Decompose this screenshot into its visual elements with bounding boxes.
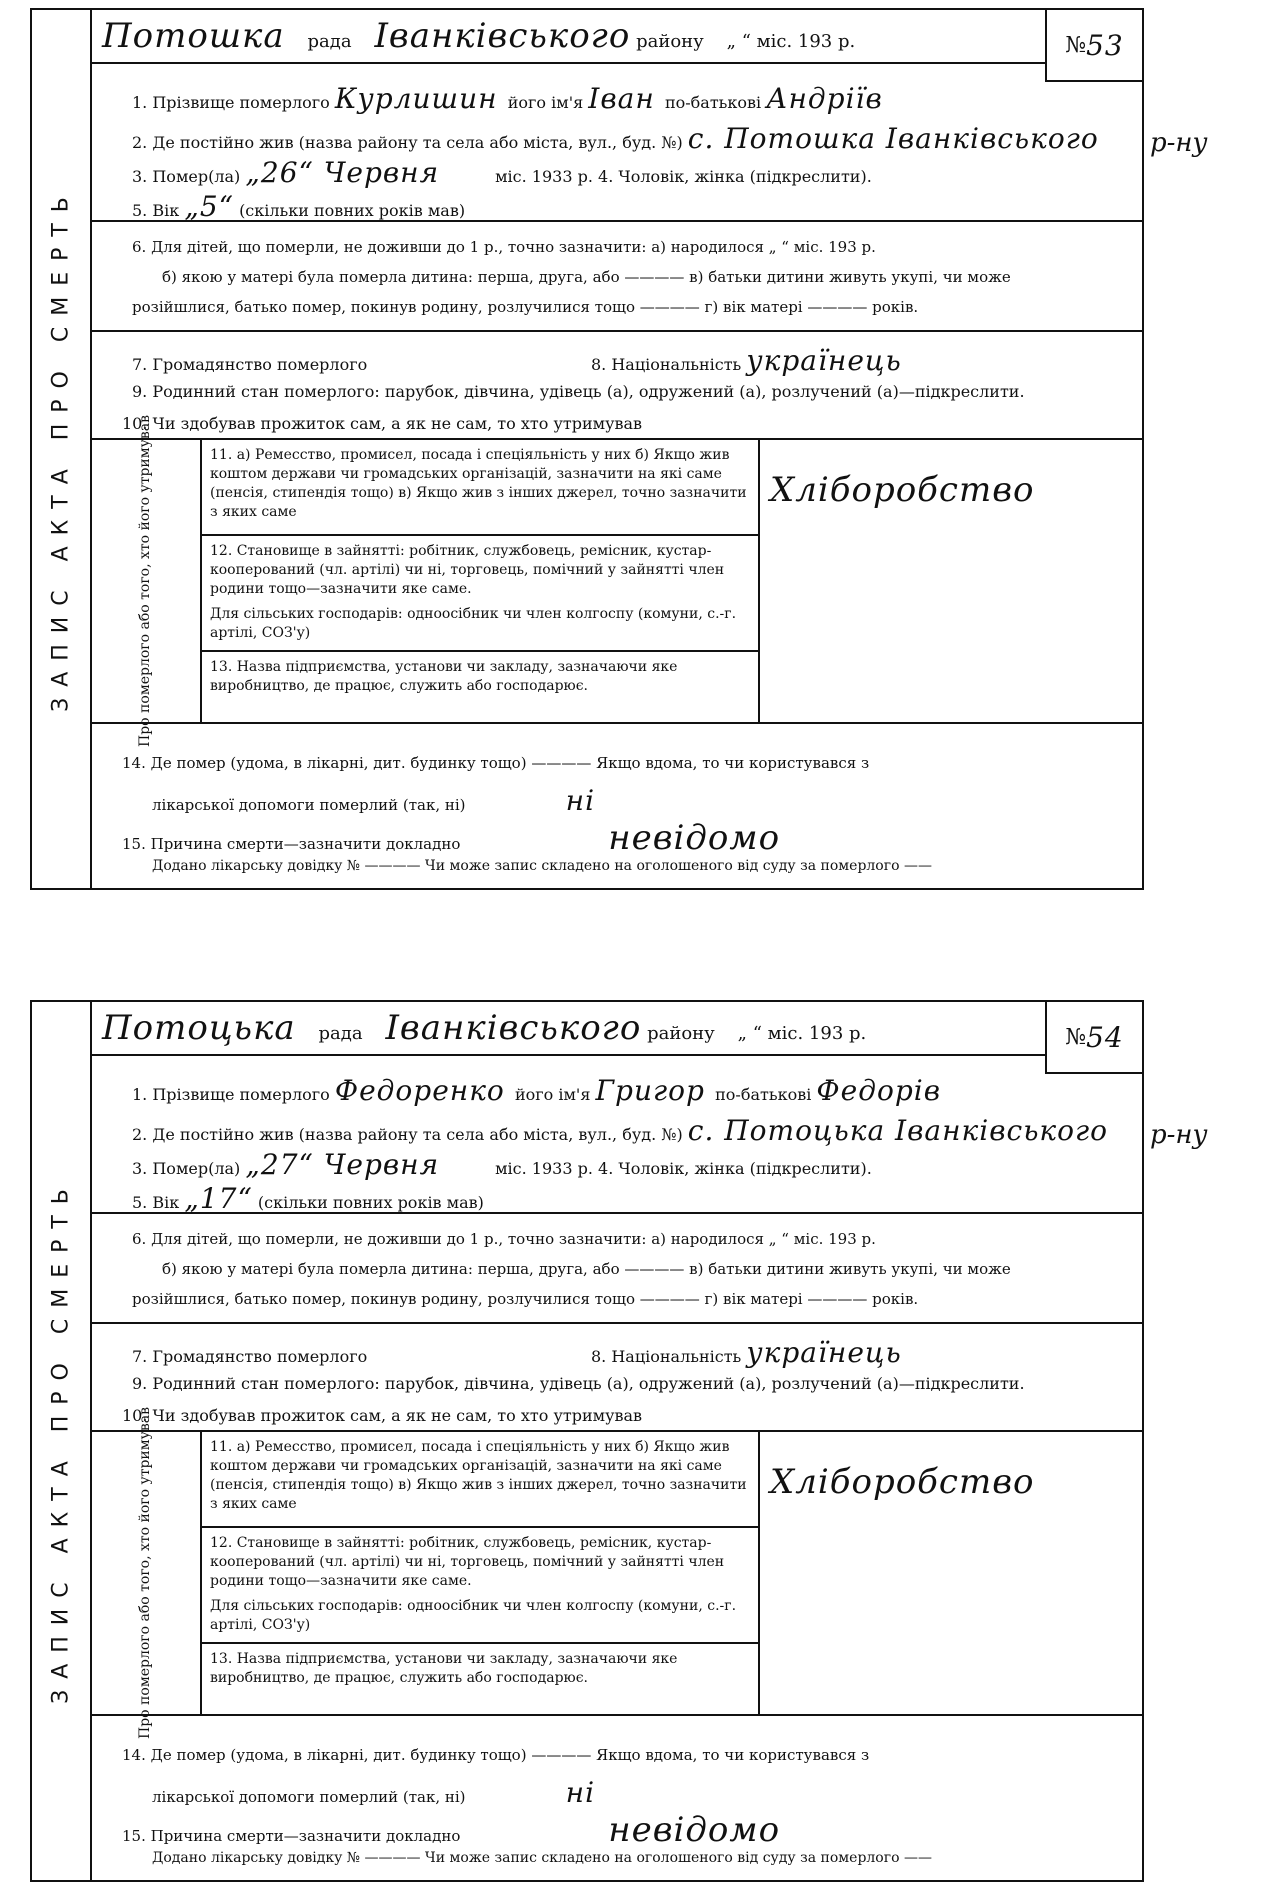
line-3: 3. Помер(ла) „26“ Червня міс. 1933 р. 4. Чоловік, жінка (підкреслити).	[132, 156, 872, 189]
cause-handwritten: невідомо	[608, 818, 781, 858]
line-15: 15. Причина смерти—зазначити докладно невідомо	[122, 818, 781, 858]
line-9: 9. Родинний стан померлого: парубок, дівчина, удівець (а), одружений (а), розлучений (а)—підкреслити.	[132, 382, 1025, 401]
medical-help-handwritten: ні	[565, 1776, 596, 1809]
rada-label: рада	[307, 31, 352, 52]
margin-note: р-ну	[1150, 1120, 1208, 1150]
nationality-handwritten: українець	[746, 344, 902, 377]
divider	[90, 1322, 1142, 1324]
divider	[90, 722, 1142, 724]
raion-handwritten: Іванківського	[385, 1008, 642, 1048]
death-date-handwritten: „27“ Червня	[245, 1148, 440, 1181]
line-6b: б) якою у матері була померла дитина: перша, друга, або ———— в) батьки дитини живуть укупі, чи може	[162, 268, 1011, 286]
nationality-handwritten: українець	[746, 1336, 902, 1369]
item-13: 13. Назва підприємства, установи чи закладу, зазначаючи яке виробництво, де працює, служить або господарює.	[200, 1644, 760, 1714]
name-handwritten: Григор	[595, 1074, 705, 1107]
raion-handwritten: Іванківського	[374, 16, 631, 56]
address-handwritten: с. Потоцька Іванківського	[687, 1114, 1109, 1147]
line-9: 9. Родинний стан померлого: парубок, дівчина, удівець (а), одружений (а), розлучений (а)—підкреслити.	[132, 1374, 1025, 1393]
item-11: 11. а) Ремесство, промисел, посада і спеціяльність у них б) Якщо жив коштом держави чи громадських організацій, зазначити на які саме (пенсія, стипендія тощо) в) Якщо жив з інших джерел, точно зазначити з яких саме	[200, 440, 760, 536]
line-2: 2. Де постійно жив (назва району та села або міста, вул., буд. №) с. Потоцька Іванківського	[132, 1114, 1109, 1147]
patronymic-handwritten: Федорів	[816, 1074, 942, 1107]
divider	[90, 1054, 1047, 1056]
death-record-form-1	[30, 8, 1144, 890]
item-11: 11. а) Ремесство, промисел, посада і спеціяльність у них б) Якщо жив коштом держави чи громадських організацій, зазначити на які саме (пенсія, стипендія тощо) в) Якщо жив з інших джерел, точно зазначити з яких саме	[200, 1432, 760, 1528]
occupation-side-label: Про померлого або того, хто його утримував	[137, 415, 153, 747]
divider	[90, 1212, 1142, 1214]
line-6c: розійшлися, батько помер, покинув родину, розлучилися тощо ———— г) вік матері ———— років.	[132, 1290, 919, 1308]
record-number-box: № 54	[1045, 1002, 1142, 1074]
line-14b: лікарської допомоги померлий (так, ні) ні	[152, 1776, 596, 1809]
record-number: 54	[1086, 1020, 1124, 1054]
line-5: 5. Вік „5“ (скільки повних років мав)	[132, 190, 466, 223]
line-6b: б) якою у матері була померла дитина: перша, друга, або ———— в) батьки дитини живуть укупі, чи може	[162, 1260, 1011, 1278]
occupation-handwritten: Хліборобство	[770, 470, 1035, 510]
divider	[90, 220, 1142, 222]
side-title: ЗАПИС АКТА ПРО СМЕРТЬ	[32, 10, 92, 888]
record-number-box: № 53	[1045, 10, 1142, 82]
line-16: Додано лікарську довідку № ———— Чи може запис складено на оголошеного від суду за померлого ——	[152, 858, 932, 874]
item-12: 12. Становище в зайнятті: робітник, службовець, ремісник, кустар-кооперований (чл. артілі) чи ні, торговець, помічний у зайнятті член родини тощо—зазначити яке саме. Для сільських господарів: одноосібник чи член колгоспу (комуни, с.-г. артілі, СОЗ'у)	[200, 1528, 760, 1644]
rada-label: рада	[318, 1023, 363, 1044]
death-date-handwritten: „26“ Червня	[245, 156, 440, 189]
surname-handwritten: Федоренко	[334, 1074, 505, 1107]
line-1: 1. Прізвище померлого Курлишин його ім'я Іван по-батькові Андріїв	[132, 82, 883, 115]
address-handwritten: с. Потошка Іванківського	[687, 122, 1099, 155]
item-12: 12. Становище в зайнятті: робітник, службовець, ремісник, кустар-кооперований (чл. артілі) чи ні, торговець, помічний у зайнятті член родини тощо—зазначити яке саме. Для сільських господарів: одноосібник чи член колгоспу (комуни, с.-г. артілі, СОЗ'у)	[200, 536, 760, 652]
line-3: 3. Помер(ла) „27“ Червня міс. 1933 р. 4. Чоловік, жінка (підкреслити).	[132, 1148, 872, 1181]
header-line	[102, 16, 855, 56]
death-record-form-2	[30, 1000, 1144, 1882]
item-13: 13. Назва підприємства, установи чи закладу, зазначаючи яке виробництво, де працює, служить або господарює.	[200, 652, 760, 722]
line-7-8: 7. Громадянство померлого 8. Національність українець	[132, 1336, 902, 1369]
line-5: 5. Вік „17“ (скільки повних років мав)	[132, 1182, 484, 1215]
side-title: ЗАПИС АКТА ПРО СМЕРТЬ	[32, 1002, 92, 1880]
line-10: 10. Чи здобував прожиток сам, а як не сам, то хто утримував	[122, 414, 643, 433]
line-7-8: 7. Громадянство померлого 8. Національність українець	[132, 344, 902, 377]
line-16: Додано лікарську довідку № ———— Чи може запис складено на оголошеного від суду за померлого ——	[152, 1850, 932, 1866]
line-14b: лікарської допомоги померлий (так, ні) ні	[152, 784, 596, 817]
header-line	[102, 1008, 866, 1048]
divider	[90, 1714, 1142, 1716]
raion-label: району	[647, 1023, 715, 1044]
line-15: 15. Причина смерти—зазначити докладно невідомо	[122, 1810, 781, 1850]
line-1: 1. Прізвище померлого Федоренко його ім'я Григор по-батькові Федорів	[132, 1074, 942, 1107]
divider	[90, 62, 1047, 64]
margin-note: р-ну	[1150, 128, 1208, 158]
name-handwritten: Іван	[588, 82, 655, 115]
record-number: 53	[1086, 28, 1124, 62]
line-6c: розійшлися, батько помер, покинув родину, розлучилися тощо ———— г) вік матері ———— років.	[132, 298, 919, 316]
date-text: „ “ міс. 193 р.	[726, 31, 856, 52]
line-6a: 6. Для дітей, що померли, не доживши до 1 р., точно зазначити: а) народилося „ “ міс. 193 р.	[132, 1230, 876, 1248]
line-10: 10. Чи здобував прожиток сам, а як не сам, то хто утримував	[122, 1406, 643, 1425]
line-14a: 14. Де помер (удома, в лікарні, дит. будинку тощо) ———— Якщо вдома, то чи користувався з	[122, 1746, 870, 1764]
line-2: 2. Де постійно жив (назва району та села або міста, вул., буд. №) с. Потошка Іванківського	[132, 122, 1099, 155]
surname-handwritten: Курлишин	[334, 82, 498, 115]
divider	[90, 330, 1142, 332]
rada-handwritten: Потоцька	[102, 1008, 296, 1048]
patronymic-handwritten: Андріїв	[766, 82, 883, 115]
rada-handwritten: Потошка	[102, 16, 285, 56]
occupation-handwritten: Хліборобство	[770, 1462, 1035, 1502]
date-text: „ “ міс. 193 р.	[737, 1023, 867, 1044]
cause-handwritten: невідомо	[608, 1810, 781, 1850]
medical-help-handwritten: ні	[565, 784, 596, 817]
line-14a: 14. Де помер (удома, в лікарні, дит. будинку тощо) ———— Якщо вдома, то чи користувався з	[122, 754, 870, 772]
occupation-side-label: Про померлого або того, хто його утримував	[137, 1407, 153, 1739]
line-6a: 6. Для дітей, що померли, не доживши до 1 р., точно зазначити: а) народилося „ “ міс. 193 р.	[132, 238, 876, 256]
age-handwritten: „17“	[184, 1182, 253, 1215]
raion-label: району	[636, 31, 704, 52]
age-handwritten: „5“	[184, 190, 234, 223]
